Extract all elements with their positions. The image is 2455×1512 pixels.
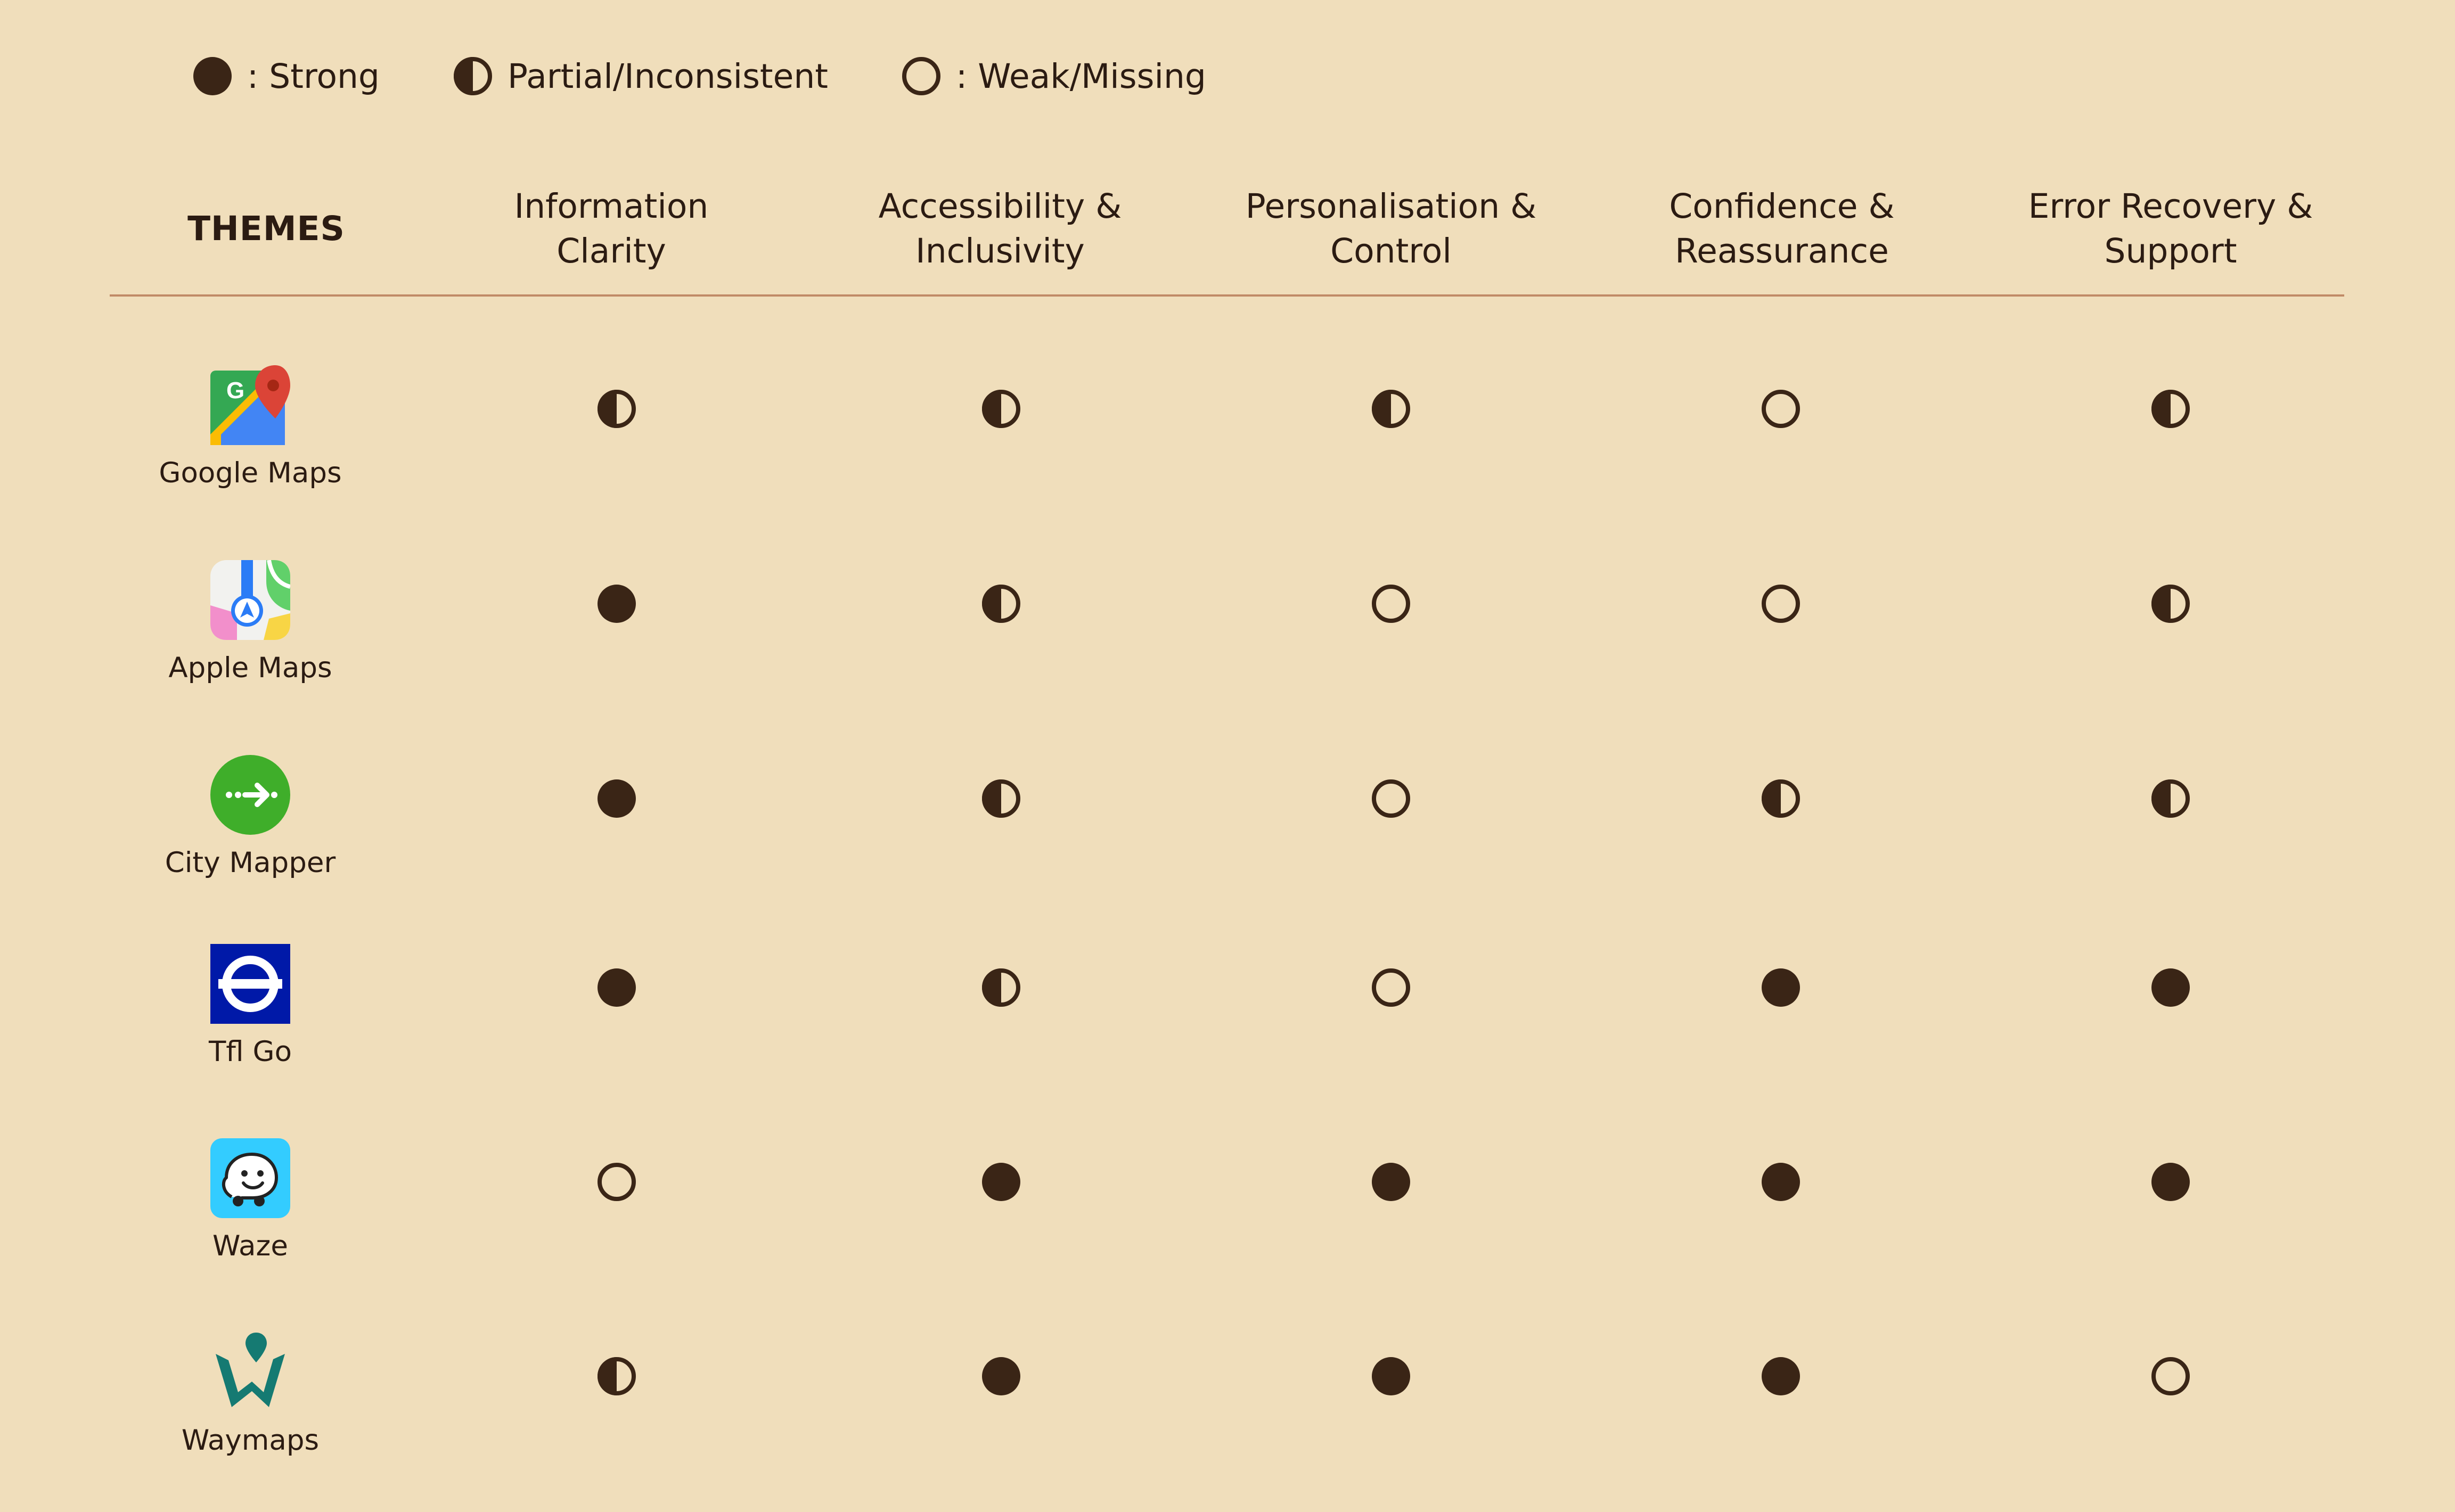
half-circle-icon [1370,388,1412,430]
waze-icon [210,1138,290,1218]
table-row [0,541,2455,701]
column-header-label: Personalisation & Control [1245,187,1537,270]
app-cell [91,560,410,684]
full-circle-icon [1760,1161,1802,1203]
empty-circle-icon [900,55,943,97]
table-row [0,346,2455,506]
half-circle-icon [595,388,638,430]
half-circle-icon [2149,388,2192,430]
full-circle-icon [595,777,638,820]
half-circle-icon [595,1355,638,1398]
empty-circle-icon [1760,388,1802,430]
column-header-information-clarity [452,160,771,298]
full-circle-icon [1760,1355,1802,1398]
app-name: City Mapper [165,847,336,879]
full-circle-icon [1760,966,1802,1009]
table-row [0,1119,2455,1279]
empty-circle-icon [595,1161,638,1203]
app-cell [91,944,410,1068]
full-circle-icon [595,966,638,1009]
column-header-error-recovery [2011,160,2330,298]
legend [191,55,1278,97]
column-header-accessibility [840,160,1160,298]
app-name: Google Maps [159,457,342,489]
app-cell [91,365,410,489]
column-header-personalisation [1231,160,1551,298]
full-circle-icon [595,582,638,625]
half-circle-icon [980,388,1022,430]
themes-header [107,160,426,298]
app-cell [91,1138,410,1262]
apple-maps-icon [210,560,290,640]
app-name: Waymaps [181,1424,320,1457]
half-circle-icon [2149,777,2192,820]
table-row [0,1313,2455,1473]
app-name: Apple Maps [168,652,332,684]
column-header-label: Confidence & Reassurance [1669,187,1895,270]
app-cell [91,755,410,879]
table-row [0,736,2455,895]
legend-label: : Weak/Missing [956,56,1206,96]
column-header-label: Error Recovery & Support [2028,187,2313,270]
column-header-confidence [1622,160,1942,298]
google-maps-icon [210,365,290,445]
themes-label: THEMES [187,209,345,248]
empty-circle-icon [1370,966,1412,1009]
legend-item-strong [191,55,380,97]
full-circle-icon [2149,1161,2192,1203]
app-name: Tfl Go [208,1036,292,1068]
full-circle-icon [191,55,234,97]
svg-text:G: G [226,377,245,404]
half-circle-icon [980,966,1022,1009]
full-circle-icon [2149,966,2192,1009]
full-circle-icon [1370,1161,1412,1203]
empty-circle-icon [2149,1355,2192,1398]
half-circle-icon [452,55,494,97]
header-divider [110,294,2344,297]
app-cell [91,1333,410,1457]
half-circle-icon [1760,777,1802,820]
empty-circle-icon [1370,582,1412,625]
app-name: Waze [212,1230,288,1262]
half-circle-icon [980,582,1022,625]
empty-circle-icon [1760,582,1802,625]
full-circle-icon [980,1355,1022,1398]
waymaps-icon [210,1333,290,1412]
tfl-go-icon [210,944,290,1024]
half-circle-icon [2149,582,2192,625]
full-circle-icon [980,1161,1022,1203]
table-header [0,160,2455,298]
legend-label: : Strong [247,56,380,96]
table-row [0,925,2455,1084]
half-circle-icon [980,777,1022,820]
legend-item-partial [452,55,828,97]
citymapper-icon [210,755,290,835]
column-header-label: Information Clarity [514,187,709,270]
empty-circle-icon [1370,777,1412,820]
legend-label: Partial/Inconsistent [507,56,829,96]
legend-item-weak [900,55,1206,97]
full-circle-icon [1370,1355,1412,1398]
column-header-label: Accessibility & Inclusivity [878,187,1122,270]
